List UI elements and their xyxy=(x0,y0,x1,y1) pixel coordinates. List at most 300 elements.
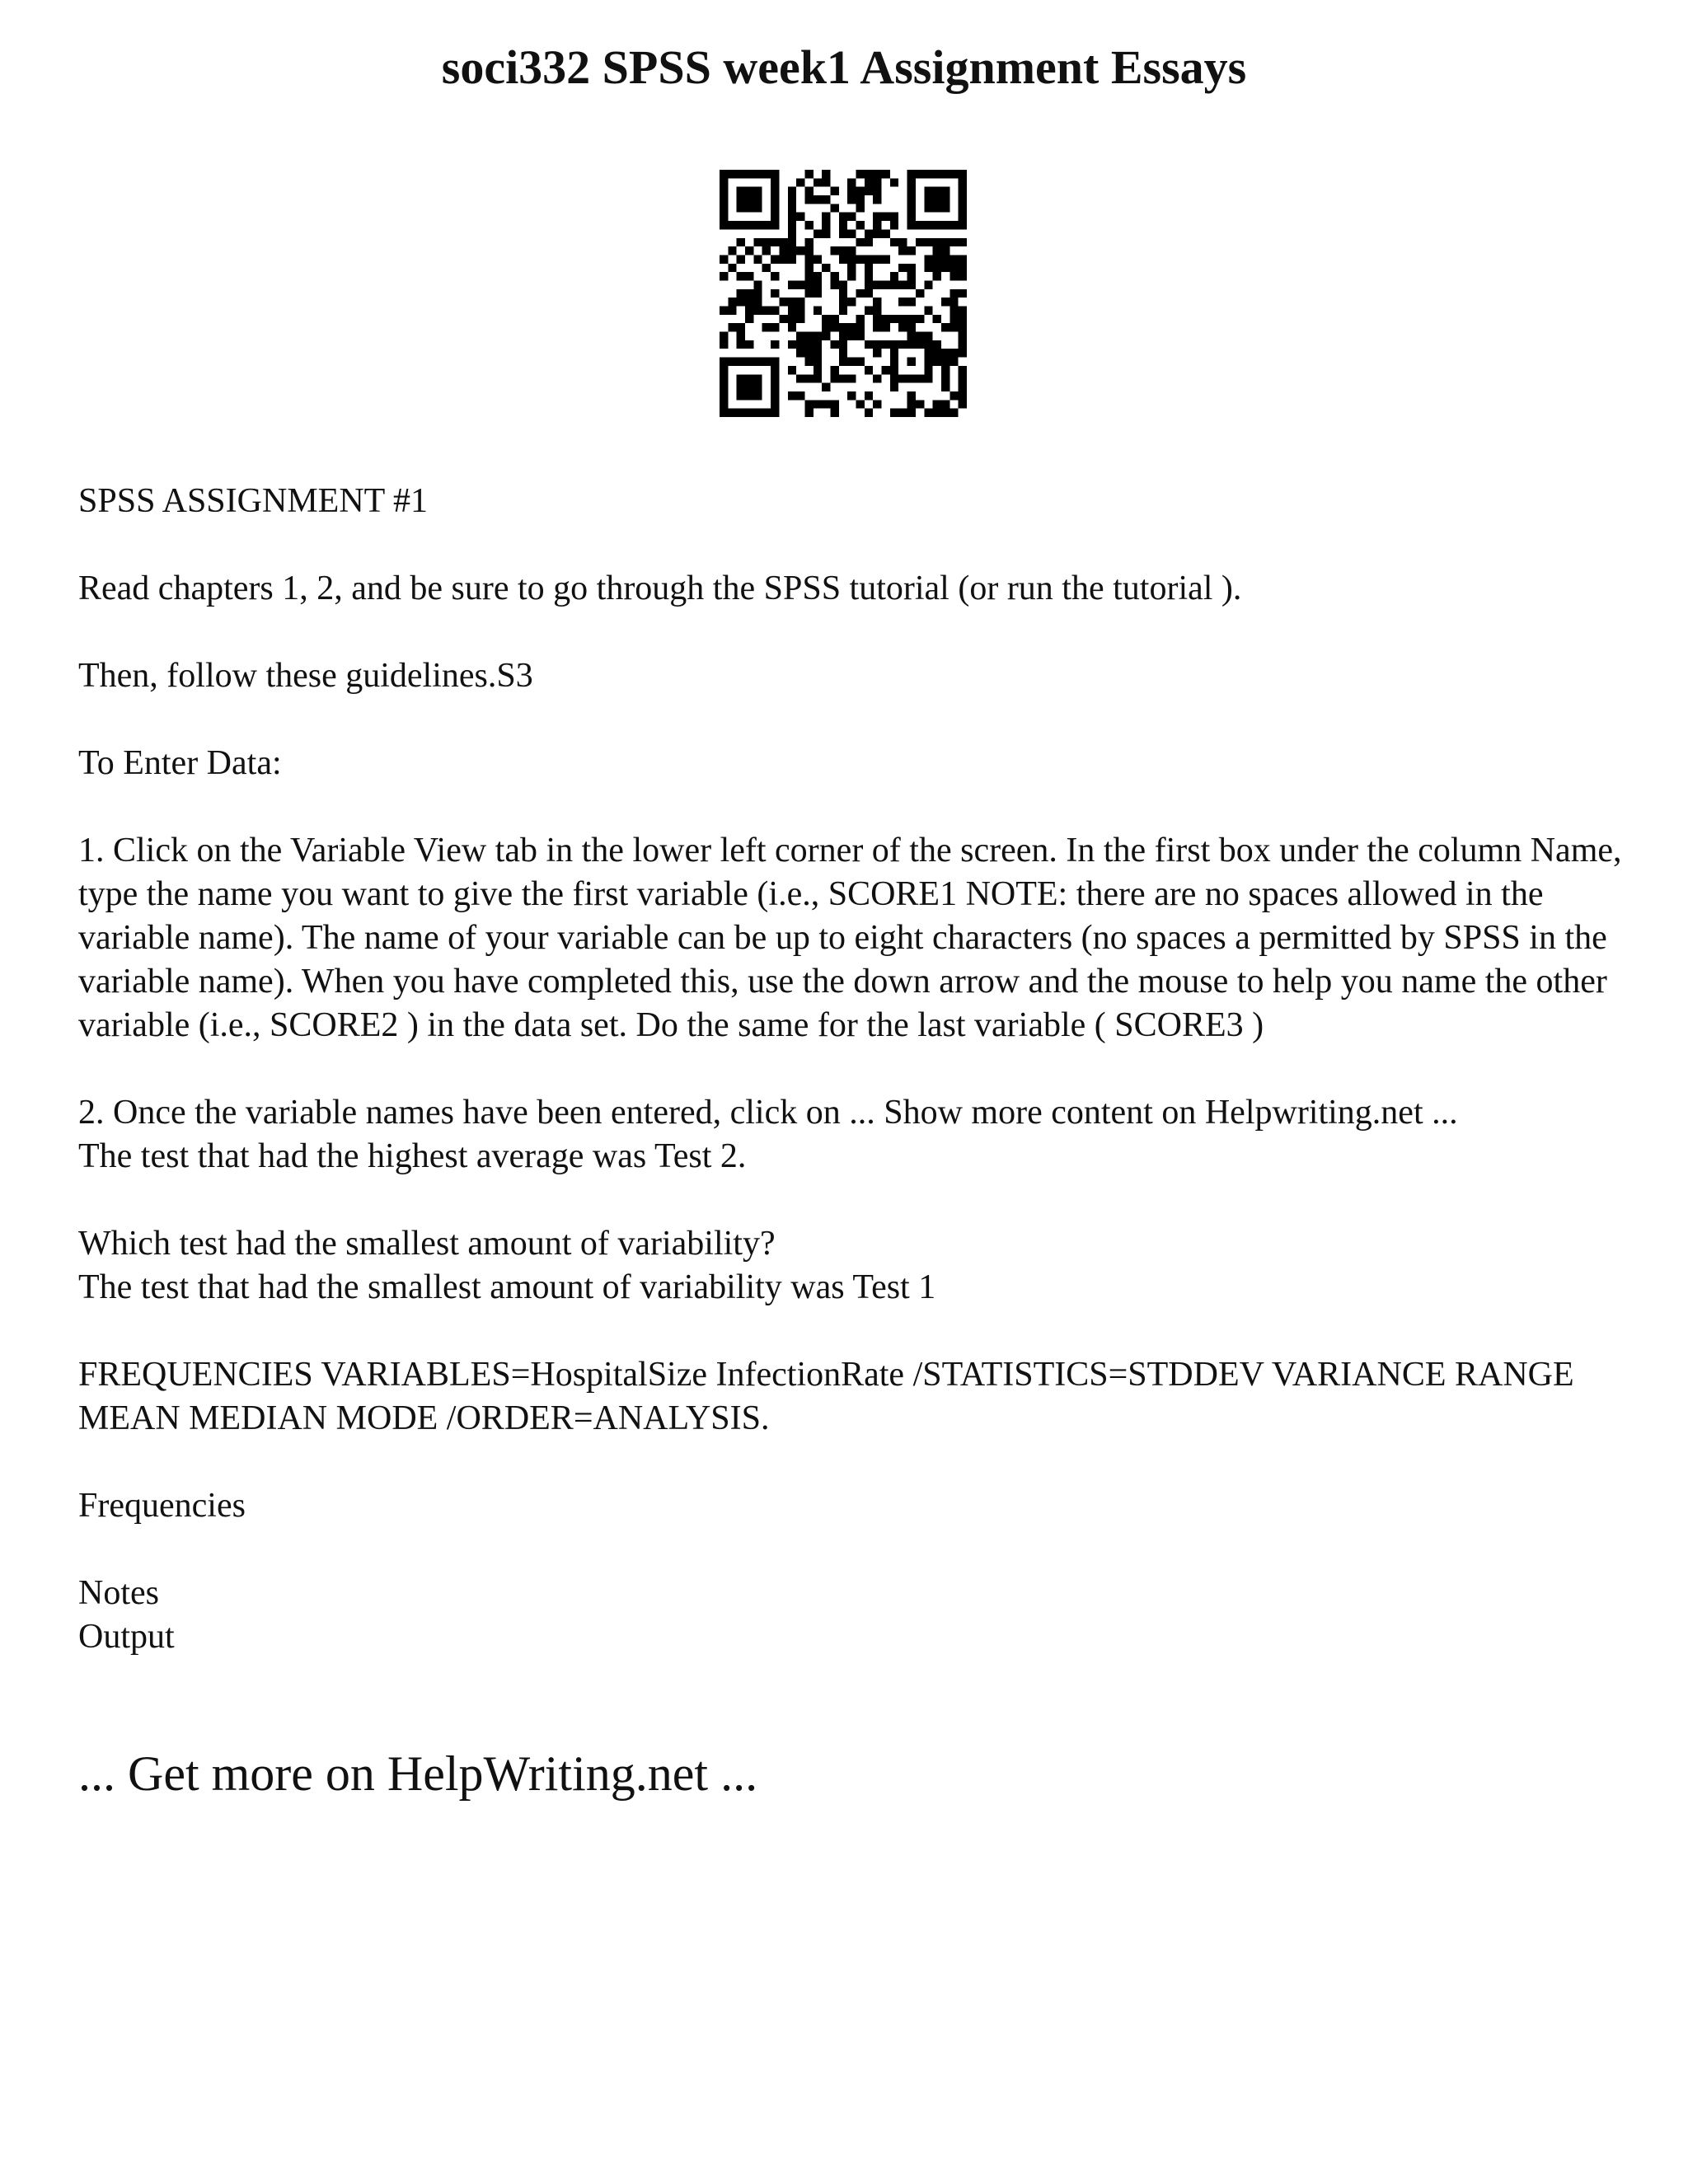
qr-module xyxy=(890,280,898,288)
qr-module xyxy=(804,349,813,357)
qr-module xyxy=(728,298,736,306)
qr-module xyxy=(753,289,762,298)
qr-module xyxy=(804,280,813,288)
qr-module xyxy=(830,204,838,212)
qr-module xyxy=(745,298,753,306)
paragraph-notes: Notes xyxy=(78,1574,159,1612)
qr-module xyxy=(720,272,728,280)
qr-module xyxy=(745,307,753,315)
qr-module xyxy=(804,264,813,272)
qr-module xyxy=(856,400,865,408)
qr-module xyxy=(959,307,967,315)
qr-module xyxy=(865,264,873,272)
qr-module xyxy=(941,298,950,306)
qr-module xyxy=(907,400,916,408)
qr-module xyxy=(796,280,804,288)
qr-module xyxy=(847,213,856,221)
qr-module xyxy=(839,255,847,263)
qr-module xyxy=(839,229,847,237)
qr-module xyxy=(890,221,898,229)
qr-module xyxy=(898,323,907,331)
qr-module xyxy=(847,358,856,366)
qr-module xyxy=(873,298,881,306)
get-more-link[interactable]: ... Get more on HelpWriting.net ... xyxy=(78,1746,758,1801)
qr-module xyxy=(950,323,958,331)
qr-module xyxy=(916,332,924,340)
qr-module xyxy=(847,323,856,331)
qr-module xyxy=(847,391,856,400)
qr-module xyxy=(728,307,736,315)
qr-module xyxy=(771,255,779,263)
qr-module xyxy=(788,221,796,229)
qr-module xyxy=(916,400,924,408)
qr-module xyxy=(847,195,856,204)
qr-module xyxy=(959,238,967,246)
qr-module xyxy=(771,340,779,349)
qr-module xyxy=(924,238,932,246)
qr-module xyxy=(916,289,924,298)
qr-module xyxy=(898,246,907,255)
qr-module xyxy=(830,187,838,195)
qr-module xyxy=(814,366,822,374)
document-body xyxy=(78,480,1628,1703)
qr-module xyxy=(865,340,873,349)
qr-module xyxy=(814,374,822,382)
qr-module xyxy=(830,409,838,417)
qr-module xyxy=(950,358,958,366)
qr-module xyxy=(814,332,822,340)
qr-module xyxy=(822,400,830,408)
qr-module xyxy=(907,409,916,417)
qr-module xyxy=(959,272,967,280)
qr-module xyxy=(898,264,907,272)
qr-module xyxy=(882,340,890,349)
qr-module xyxy=(804,340,813,349)
qr-module xyxy=(959,315,967,323)
qr-module xyxy=(779,238,787,246)
qr-module xyxy=(788,315,796,323)
qr-module xyxy=(728,323,736,331)
qr-module xyxy=(856,204,865,212)
qr-module xyxy=(830,280,838,288)
qr-module xyxy=(788,366,796,374)
qr-module xyxy=(950,298,958,306)
qr-module xyxy=(933,264,941,272)
qr-module xyxy=(779,298,787,306)
qr-module xyxy=(959,340,967,349)
qr-module xyxy=(873,195,881,204)
qr-module xyxy=(771,272,779,280)
qr-module xyxy=(762,323,771,331)
qr-module xyxy=(959,349,967,357)
qr-module xyxy=(933,409,941,417)
paragraph-highest-average: The test that had the highest average was Test 2. xyxy=(78,1137,747,1175)
qr-module xyxy=(804,374,813,382)
qr-module xyxy=(873,374,881,382)
qr-module xyxy=(847,246,856,255)
qr-module xyxy=(950,307,958,315)
qr-module xyxy=(804,187,813,195)
qr-module xyxy=(822,178,830,186)
qr-module xyxy=(941,246,950,255)
qr-module xyxy=(933,400,941,408)
qr-module xyxy=(865,238,873,246)
qr-module xyxy=(873,178,881,186)
qr-module xyxy=(771,238,779,246)
qr-module xyxy=(865,170,873,178)
qr-module xyxy=(924,332,932,340)
qr-module xyxy=(959,400,967,408)
qr-module xyxy=(959,332,967,340)
qr-module xyxy=(847,178,856,186)
qr-module xyxy=(796,213,804,221)
paragraph-question: Which test had the smallest amount of variability? xyxy=(78,1225,776,1263)
qr-module xyxy=(882,255,890,263)
qr-module xyxy=(898,280,907,288)
qr-module xyxy=(779,255,787,263)
qr-module xyxy=(788,307,796,315)
qr-module xyxy=(788,280,796,288)
qr-module xyxy=(814,358,822,366)
qr-module xyxy=(933,255,941,263)
qr-module xyxy=(839,323,847,331)
qr-module xyxy=(788,204,796,212)
qr-module xyxy=(814,307,822,315)
paragraph-output: Output xyxy=(78,1618,175,1656)
qr-module xyxy=(745,272,753,280)
qr-module xyxy=(804,409,813,417)
qr-module xyxy=(814,349,822,357)
qr-module xyxy=(839,332,847,340)
qr-module xyxy=(839,213,847,221)
qr-module xyxy=(865,272,873,280)
qr-module xyxy=(907,332,916,340)
paragraph-step-1: 1. Click on the Variable View tab in the lower left corner of the screen. In the first box under the column Name, type the name you want to give the first variable (i.e., SCORE1 NOTE: there are no spaces allowed in the variable name). The name of your variable can be up to eight characters (no spaces a permitted by SPSS in the variable name). When you have completed this, use the down arrow and the mouse to help you name the other variable (i.e., SCORE2 ) in the data set. Do the same for the last variable ( SCORE3 ) xyxy=(78,832,1622,1044)
qr-module xyxy=(865,187,873,195)
qr-module xyxy=(753,298,762,306)
qr-module xyxy=(762,238,771,246)
paragraph-step-2: 2. Once the variable names have been entered, click on ... Show more content on Helpwriting.net ... xyxy=(78,1094,1458,1132)
qr-code-icon xyxy=(720,170,967,417)
qr-module xyxy=(779,246,787,255)
qr-module xyxy=(822,170,830,178)
qr-module xyxy=(856,238,865,246)
qr-module xyxy=(753,307,762,315)
qr-module xyxy=(933,358,941,366)
qr-module xyxy=(882,280,890,288)
qr-module xyxy=(814,400,822,408)
qr-module xyxy=(804,195,813,204)
qr-module xyxy=(796,315,804,323)
qr-module xyxy=(907,280,916,288)
qr-module xyxy=(882,323,890,331)
qr-module xyxy=(933,238,941,246)
paragraph-guidelines: Then, follow these guidelines.S3 xyxy=(78,657,533,695)
qr-module xyxy=(890,383,898,391)
qr-module xyxy=(856,221,865,229)
qr-module xyxy=(822,221,830,229)
qr-module xyxy=(822,323,830,331)
qr-module xyxy=(839,289,847,298)
qr-module xyxy=(950,255,958,263)
qr-module xyxy=(720,332,728,340)
qr-module xyxy=(796,391,804,400)
qr-module xyxy=(804,272,813,280)
qr-module xyxy=(941,255,950,263)
qr-module xyxy=(890,272,898,280)
qr-module xyxy=(847,332,856,340)
qr-module xyxy=(788,229,796,237)
qr-module xyxy=(959,391,967,400)
qr-module xyxy=(788,195,796,204)
qr-module xyxy=(753,238,762,246)
qr-module xyxy=(959,383,967,391)
qr-module xyxy=(804,332,813,340)
qr-module xyxy=(847,187,856,195)
qr-module xyxy=(737,332,745,340)
qr-module xyxy=(873,229,881,237)
qr-module xyxy=(728,246,736,255)
qr-module xyxy=(873,187,881,195)
paragraph-frequencies: Frequencies xyxy=(78,1487,246,1525)
qr-module xyxy=(822,213,830,221)
qr-module xyxy=(804,246,813,255)
qr-module xyxy=(788,187,796,195)
qr-module xyxy=(950,264,958,272)
qr-module xyxy=(959,374,967,382)
qr-module xyxy=(804,170,813,178)
qr-module xyxy=(907,272,916,280)
qr-module xyxy=(822,383,830,391)
qr-module xyxy=(814,340,822,349)
qr-module xyxy=(762,307,771,315)
qr-module xyxy=(788,255,796,263)
qr-module xyxy=(804,255,813,263)
qr-module xyxy=(907,246,916,255)
qr-module xyxy=(847,298,856,306)
qr-module xyxy=(804,400,813,408)
qr-module xyxy=(830,400,838,408)
qr-module xyxy=(762,264,771,272)
qr-module xyxy=(830,366,838,374)
qr-module xyxy=(788,213,796,221)
qr-module xyxy=(865,307,873,315)
qr-module xyxy=(865,409,873,417)
qr-module xyxy=(753,280,762,288)
qr-module xyxy=(788,238,796,246)
qr-module xyxy=(890,409,898,417)
qr-module xyxy=(847,264,856,272)
qr-module xyxy=(745,289,753,298)
paragraph-enter-data: To Enter Data: xyxy=(78,744,282,782)
qr-module xyxy=(822,229,830,237)
qr-module xyxy=(830,272,838,280)
qr-module xyxy=(830,246,838,255)
qr-module xyxy=(814,255,822,263)
qr-module xyxy=(796,298,804,306)
qr-module xyxy=(873,315,881,323)
qr-module xyxy=(839,374,847,382)
qr-module xyxy=(941,358,950,366)
qr-module xyxy=(865,366,873,374)
paragraph-syntax: FREQUENCIES VARIABLES=HospitalSize InfectionRate /STATISTICS=STDDEV VARIANCE RANGE MEAN MEDIAN MODE /ORDER=ANALYSIS. xyxy=(78,1356,1574,1437)
qr-module xyxy=(737,323,745,331)
qr-module xyxy=(907,315,916,323)
qr-module xyxy=(839,358,847,366)
document-title: soci332 SPSS week1 Assignment Essays xyxy=(441,40,1247,94)
qr-module xyxy=(830,340,838,349)
qr-module xyxy=(856,358,865,366)
qr-module xyxy=(924,264,932,272)
qr-module xyxy=(796,307,804,315)
qr-module xyxy=(847,229,856,237)
qr-module xyxy=(720,307,728,315)
qr-module xyxy=(796,332,804,340)
qr-module xyxy=(839,221,847,229)
qr-module xyxy=(873,340,881,349)
qr-module xyxy=(737,289,745,298)
qr-module xyxy=(839,340,847,349)
qr-module xyxy=(839,246,847,255)
qr-module xyxy=(788,246,796,255)
qr-module xyxy=(924,280,932,288)
qr-module xyxy=(882,229,890,237)
qr-module xyxy=(830,323,838,331)
qr-module xyxy=(865,178,873,186)
qr-module xyxy=(762,246,771,255)
qr-module xyxy=(865,289,873,298)
qr-module xyxy=(941,409,950,417)
qr-module xyxy=(873,280,881,288)
qr-module xyxy=(898,298,907,306)
qr-module xyxy=(822,195,830,204)
qr-module xyxy=(796,349,804,357)
qr-module xyxy=(907,298,916,306)
qr-module xyxy=(856,289,865,298)
qr-module xyxy=(898,409,907,417)
qr-module xyxy=(865,255,873,263)
qr-module xyxy=(814,178,822,186)
qr-module xyxy=(856,315,865,323)
qr-module xyxy=(941,349,950,357)
qr-module xyxy=(771,307,779,315)
qr-module xyxy=(814,289,822,298)
qr-module xyxy=(941,264,950,272)
qr-module xyxy=(847,255,856,263)
qr-module xyxy=(890,178,898,186)
qr-module xyxy=(814,280,822,288)
qr-module xyxy=(737,298,745,306)
qr-module xyxy=(788,391,796,400)
qr-module xyxy=(890,213,898,221)
qr-module xyxy=(865,280,873,288)
qr-module xyxy=(873,307,881,315)
qr-module xyxy=(916,315,924,323)
qr-module xyxy=(830,315,838,323)
qr-module xyxy=(804,358,813,366)
qr-module xyxy=(959,289,967,298)
qr-module xyxy=(873,213,881,221)
qr-module xyxy=(804,289,813,298)
qr-module xyxy=(856,332,865,340)
qr-module xyxy=(933,315,941,323)
qr-module xyxy=(950,289,958,298)
qr-module xyxy=(941,238,950,246)
qr-module xyxy=(941,366,950,374)
qr-module xyxy=(839,298,847,306)
paragraph-answer: The test that had the smallest amount of variability was Test 1 xyxy=(78,1268,936,1306)
qr-module xyxy=(779,315,787,323)
qr-module xyxy=(788,323,796,331)
qr-module xyxy=(796,374,804,382)
qr-module xyxy=(941,400,950,408)
qr-module xyxy=(856,255,865,263)
qr-module xyxy=(950,409,958,417)
qr-module xyxy=(933,340,941,349)
qr-module xyxy=(924,307,932,315)
qr-module xyxy=(950,391,958,400)
qr-module xyxy=(847,272,856,280)
qr-module xyxy=(822,264,830,272)
qr-module xyxy=(873,221,881,229)
qr-module xyxy=(882,315,890,323)
qr-module xyxy=(788,298,796,306)
qr-module xyxy=(882,170,890,178)
qr-module xyxy=(796,340,804,349)
paragraph-read-chapters: Read chapters 1, 2, and be sure to go through the SPSS tutorial (or run the tutorial ). xyxy=(78,569,1242,607)
qr-module xyxy=(728,264,736,272)
qr-module xyxy=(839,280,847,288)
qr-module xyxy=(839,307,847,315)
qr-module xyxy=(907,264,916,272)
qr-module xyxy=(856,170,865,178)
qr-module xyxy=(941,374,950,382)
qr-module xyxy=(737,340,745,349)
qr-module xyxy=(873,255,881,263)
qr-module xyxy=(865,229,873,237)
qr-module xyxy=(771,289,779,298)
qr-module xyxy=(933,246,941,255)
qr-module xyxy=(804,221,813,229)
qr-module xyxy=(822,315,830,323)
qr-module xyxy=(873,170,881,178)
qr-module xyxy=(796,178,804,186)
qr-module xyxy=(847,374,856,382)
qr-module xyxy=(737,238,745,246)
qr-module xyxy=(822,332,830,340)
qr-module xyxy=(916,238,924,246)
qr-module xyxy=(830,374,838,382)
qr-module xyxy=(788,340,796,349)
qr-module xyxy=(950,272,958,280)
qr-module xyxy=(924,255,932,263)
qr-module xyxy=(720,340,728,349)
qr-module xyxy=(753,255,762,263)
qr-module xyxy=(771,323,779,331)
qr-module xyxy=(745,246,753,255)
qr-module xyxy=(959,255,967,263)
qr-module xyxy=(856,323,865,331)
qr-module xyxy=(959,323,967,331)
qr-module xyxy=(720,255,728,263)
qr-module xyxy=(873,400,881,408)
qr-module xyxy=(890,238,898,246)
qr-module xyxy=(814,195,822,204)
qr-module xyxy=(873,323,881,331)
qr-module xyxy=(796,246,804,255)
qr-module xyxy=(950,349,958,357)
qr-module xyxy=(745,340,753,349)
